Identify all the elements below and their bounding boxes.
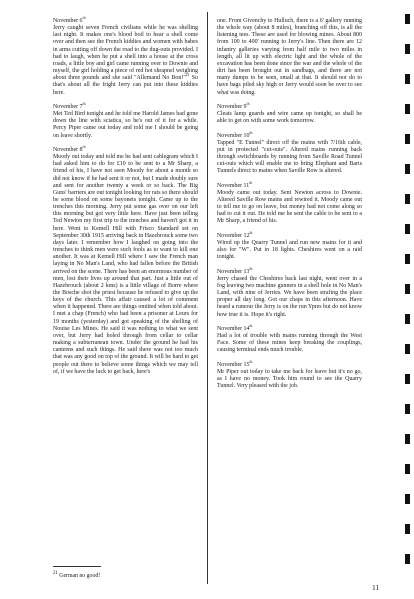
diary-entry xyxy=(217,266,362,319)
entry-text: Had a lot of trouble with mains running through the West Face. Some of these mines keep breaking the couplings, causing terminal ends much trouble. xyxy=(217,333,362,354)
entry-date: November 15th xyxy=(217,359,253,368)
diary-entry xyxy=(217,18,362,97)
binding-hole xyxy=(405,44,410,54)
entry-text: Met Ted Bird tonight and he told me Harold James had gone down the line with sciatica, so he's out of it for a while. Percy Piper came out today and told me I should be going on leave shortly. xyxy=(53,111,198,139)
entry-text: one. From Givenchy to Hulluch, there is a 6' gallery running the whole way (about 8 miles), branching off this, is all the listening tees. These are used for blowing mines. About 800 from 100 to 400' running to Jerry's line. Then there are 12 infantry galleries varying from half mile to two miles in length, all lit up with electric light and the whole of the excavation has been done since the war and the whole of the dirt has been brought out in sandbags, and there are not many dumps to be seen, small at that. It should not do to have bags piled sky high or Jerry would soon be over to see what was doing. xyxy=(217,18,362,96)
entry-text: Moody came out today. Sent Newton across to Downie. Altered Saville Row mains and rewired it. Moody came out to tell me to go on leave, but money had not come along so had to cut it out. He told me he sent the cable to be sent to a Mr Sharp, a friend of his. xyxy=(217,189,362,225)
binding-hole xyxy=(405,314,410,324)
left-column xyxy=(53,18,198,383)
entry-date: November 9th xyxy=(217,101,250,110)
entry-date: November 7th xyxy=(53,101,86,110)
entry-text: Jerry chased the Cheshires back last night, went over in a fog leaving two machine gunners in a shell hole in No Man's Land, with nine of Jerries. We have been strafing the place proper all day long. Got our chaps in this afternoon. Have heard a rumour the Jerry is on the run Ypres but do not know how true it is. Hope it's right. xyxy=(217,275,362,318)
entry-text: Jerry caught seven French civilians while he was shelling last night. It makes one's blood boil to hear a shell come over and then see the French kiddies and women with babes in arms cutting off down the road to the dug-outs provided. I had to laugh, when he put a shell into a house at the cross roads, a little boy and girl came running over to Downie and myself, the girl holding a piece of red hot shrapnel weighing about three pounds and she said "Allemand No Bon!"$^{21}$ So that's about all the fright Jerry can put into these kiddies here. xyxy=(53,25,198,96)
entry-text: Mr Piper out today to take me back for leave but it's no go, as I have no money. Took him round to see the Quarry Tunnel. Very pleased with the job. xyxy=(217,368,362,390)
entry-date: November 8th xyxy=(53,144,86,153)
diary-entry xyxy=(217,180,362,226)
diary-entry xyxy=(217,359,362,391)
diary-entry xyxy=(217,323,362,355)
binding-holes xyxy=(401,0,414,599)
binding-hole xyxy=(405,494,410,504)
footnote-mark: 21 xyxy=(53,571,58,576)
entry-date: November 12th xyxy=(217,230,253,239)
binding-hole xyxy=(405,554,410,564)
footnote-rule xyxy=(53,566,101,567)
entry-date: November 10th xyxy=(217,130,253,139)
diary-entry xyxy=(217,230,362,262)
entry-text: Tapped "E Tunnel" direct off the mains with 7/16th cable, put in protected "cut-outs". Altered mains running back through switchboards by running from Saville Road Tunnel cut-outs which will enable me to bring Elephant and Barts Tunnels direct to mains when Saville Row is altered. xyxy=(217,139,362,175)
binding-hole xyxy=(405,134,410,144)
entry-text: Cleats lamp guards and wire came up tonight, so shall be able to get on with some work tomorrow. xyxy=(217,111,362,125)
entry-text: Moody out today and told me he had sent cablegram which I had asked him to do for £10 to be sent to a Mr Sharp, a friend of his, I have not seen Moody for about a month so did not know if he had sent it or not, but I made doubly sure and sent for another twenty a week or so back. The Big Guns' barriers are out tonight looking for rats so there should be some blood on some bayonets tonight. Came up to the trenches this morning. Jerry put some gas over on our left this morning but got very little here. Have just been telling Ted Newton my first trip to the trenches and haven't got it in here. Went to Kemell Hill with Frisco Standard set on September 30th 1915 arriving back in Hazebrouck some two days later. I remember how I laughed on going into the trenches to think men were such fools as to want to kill one another. It was at Kemell Hill where I saw the French man laying in No Man's Land, who had fallen before the British arrived on the scene. There has been an enormous number of men, lost their lives up around that part. Just a little out of Hazebrouck (about 2 kms) is a little village of Borre where the Bosche shot the priest because he refused to give up the keys of the church. This affair caused a lot of comment when it happened. There are things omitted when told about. I met a chap (French) who had been a prisoner at Leurs for 19 months (yesterday) and got speaking of the shelling of Nouise Les Mines. He said it was nothing to what we sent over, but Jerry had holed through from cellar to cellar making a subterranean town. Under the ground he had his canteens and such things. He said there was not too much that was any good on top of the ground. It will be hard to get people out there to believe some things which we may tell of, if we have the luck to get back, here's xyxy=(53,154,198,375)
entry-date: November 13th xyxy=(217,266,253,275)
footnote xyxy=(53,566,198,580)
binding-hole xyxy=(405,164,410,174)
binding-hole xyxy=(405,14,410,24)
footnote-text: German no good! xyxy=(59,572,101,579)
entry-date: November 14th xyxy=(217,323,253,332)
entry-date: November 6th xyxy=(53,16,86,24)
diary-entry xyxy=(53,101,198,140)
binding-hole xyxy=(405,464,410,474)
binding-hole xyxy=(405,74,410,84)
binding-hole xyxy=(405,224,410,234)
footnote-reference: 21 xyxy=(185,73,190,78)
right-column xyxy=(217,18,362,398)
binding-hole xyxy=(405,284,410,294)
diary-entry xyxy=(53,18,198,97)
binding-hole xyxy=(405,194,410,204)
page-number: 11 xyxy=(372,583,380,592)
binding-hole xyxy=(405,374,410,384)
binding-hole xyxy=(405,404,410,414)
binding-hole xyxy=(405,254,410,264)
entry-text: Wired up the Quarry Tunnel and run new mains for it and also for "W". Put in 18 lights. Cheshires went on a raid tonight. xyxy=(217,239,362,261)
diary-entry xyxy=(217,101,362,125)
binding-hole xyxy=(405,434,410,444)
binding-hole xyxy=(405,104,410,114)
diary-entry xyxy=(53,144,198,376)
entry-date: November 11th xyxy=(217,180,253,189)
column-divider xyxy=(207,12,208,584)
binding-hole xyxy=(405,344,410,354)
binding-hole xyxy=(405,524,410,534)
diary-entry xyxy=(217,130,362,176)
